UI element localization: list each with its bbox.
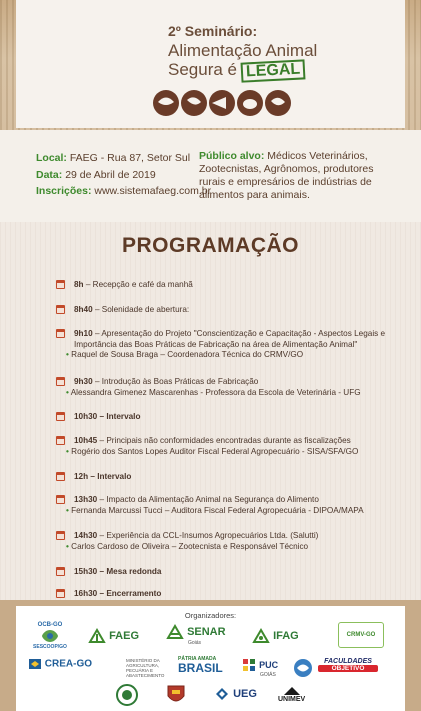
program-item <box>56 377 406 398</box>
unimev-logo <box>278 686 305 703</box>
item-speaker: • Alessandra Gimenez Mascarenhas - Professora da Escola de Veterinária - UFG <box>66 387 361 397</box>
item-text: – Mesa redonda <box>99 567 162 576</box>
speaker-text: Raquel de Sousa Braga – Coordenadora Técnica do CRMV/GO <box>71 350 304 359</box>
ocb-logo <box>30 622 70 650</box>
audience-label: Público alvo: <box>199 150 265 162</box>
local-row <box>36 150 211 167</box>
crmv-text: CRMV-GO <box>346 632 376 638</box>
senar-text: SENAR <box>187 625 226 638</box>
faeg-text: FAEG <box>109 629 140 642</box>
ueg-logo <box>214 686 257 702</box>
title-line-3 <box>168 60 317 81</box>
item-time: 9h30 <box>74 377 93 386</box>
date-value: 29 de Abril de 2019 <box>65 168 156 181</box>
item-text: – Impacto da Alimentação Animal na Segurança do Alimento <box>99 495 319 504</box>
program-item <box>56 329 406 361</box>
brasil-text: BRASIL <box>178 661 223 675</box>
program-item <box>56 567 406 578</box>
item-speaker: • Rogério dos Santos Lopes Auditor Fiscal Federal Agropecuário - SISA/SFA/GO <box>66 446 359 456</box>
item-speaker: • Carlos Cardoso de Oliveira – Zootecnista e Responsável Técnico <box>66 541 309 551</box>
faeg-icon <box>88 628 106 644</box>
header-banner <box>0 0 421 130</box>
item-time: 10h30 <box>74 412 98 421</box>
crmv-logo <box>338 622 384 648</box>
faeg-logo <box>88 628 139 644</box>
program-item <box>56 495 406 516</box>
calendar-icon <box>56 329 65 338</box>
program-item <box>56 589 406 600</box>
item-text: – Apresentação do Projeto "Conscientização e Capacitação - Aspectos Legais e Importância das Boas Práticas de Fabricação na área de Alimentação Animal" <box>74 329 386 349</box>
calendar-icon <box>56 531 65 540</box>
registration-row <box>36 183 211 200</box>
crea-icon <box>28 658 42 670</box>
ueg-icon <box>214 686 230 702</box>
senar-logo <box>166 624 226 646</box>
program-item <box>56 305 406 316</box>
program-item <box>56 436 406 457</box>
local-value: FAEG - Rua 87, Setor Sul <box>69 152 191 164</box>
speaker-text: Fernanda Marcussi Tucci – Auditora Fiscal Federal Agropecuária - DIPOA/MAPA <box>71 505 364 515</box>
event-details <box>36 150 211 200</box>
program-section <box>0 222 421 600</box>
ifag-logo <box>252 628 299 644</box>
title-line-2: Alimentação Animal <box>168 41 318 60</box>
coat-of-arms-icon <box>166 684 186 706</box>
item-text: – Experiência da CCL-Insumos Agropecuários Ltda. (Salutti) <box>99 531 319 540</box>
sescoop-text: SESCOOP/GO <box>33 644 67 650</box>
item-time: 9h10 <box>74 329 93 338</box>
senar-sub: Goiás <box>188 640 202 646</box>
calendar-icon <box>56 280 65 289</box>
seminar-title <box>168 22 317 81</box>
puc-name: PUC <box>259 659 279 670</box>
program-item <box>56 412 406 423</box>
speaker-text: Carlos Cardoso de Oliveira – Zootecnista e Responsável Técnico <box>71 541 309 551</box>
item-text: – Solenidade de abertura: <box>94 305 190 314</box>
item-time: 13h30 <box>74 495 98 504</box>
ueg-text: UEG <box>233 687 257 700</box>
registration-label: Inscrições: <box>36 185 92 197</box>
local-label: Local: <box>36 152 67 164</box>
calendar-icon <box>56 589 65 598</box>
item-time: 8h40 <box>74 305 93 314</box>
objetivo-text: OBJETIVO <box>318 665 378 672</box>
item-text: – Encerramento <box>99 589 162 598</box>
unimev-text: UNIMEV <box>278 696 306 703</box>
program-item <box>56 531 406 552</box>
calendar-icon <box>56 305 65 314</box>
senar-icon <box>166 624 184 640</box>
puc-logo <box>242 658 278 678</box>
ocb-icon <box>41 629 59 643</box>
item-text: – Recepção e café da manhã <box>85 280 193 289</box>
brasil-top-text: PÁTRIA AMADA <box>178 656 217 662</box>
program-item <box>56 472 406 483</box>
item-time: 10h45 <box>74 436 98 445</box>
crea-logo <box>28 658 92 670</box>
item-speaker: • Fernanda Marcussi Tucci – Auditora Fiscal Federal Agropecuária - DIPOA/MAPA <box>66 505 364 515</box>
sponsors-band <box>0 600 421 711</box>
puc-sub: GOIÁS <box>260 672 276 678</box>
item-text: – Intervalo <box>99 412 141 421</box>
ocb-text: OCB-GO <box>37 622 63 628</box>
date-label: Data: <box>36 168 63 181</box>
puc-icon <box>242 658 256 672</box>
program-title: PROGRAMAÇÃO <box>122 234 299 257</box>
ifag-text: IFAG <box>273 629 299 642</box>
item-text: – Introdução às Boas Práticas de Fabricação <box>94 377 259 386</box>
item-time: 15h30 <box>74 567 98 576</box>
item-time: 8h <box>74 280 84 289</box>
faculdades-text: FACULDADES <box>324 658 372 665</box>
title-line-3-text: Segura é <box>168 60 237 79</box>
ministerio-text: MINISTÉRIO DA AGRICULTURA, PECUÁRIA E ABASTECIMENTO <box>126 658 165 678</box>
speaker-text: Alessandra Gimenez Mascarenhas - Professora da Escola de Veterinária - UFG <box>70 387 361 397</box>
sponsors-panel <box>16 606 405 711</box>
item-text: – Principais não conformidades encontradas durante as fiscalizações <box>99 436 351 445</box>
ministerio-logo <box>126 658 174 678</box>
item-time: 12h <box>74 472 89 481</box>
calendar-icon <box>56 567 65 576</box>
calendar-icon <box>56 436 65 445</box>
calendar-icon <box>56 377 65 386</box>
legal-stamp: LEGAL <box>241 59 306 82</box>
program-item <box>56 280 406 291</box>
audience-info <box>199 150 384 202</box>
calendar-icon <box>56 412 65 421</box>
unimev-icon <box>283 686 301 696</box>
audience-value: Médicos Veterinários, Zootecnistas, Agrônomos, produtores rurais e empresários de indústrias de alimentos para animais. <box>199 150 374 201</box>
header-panel <box>16 0 405 128</box>
item-time: 14h30 <box>74 531 98 540</box>
calendar-icon <box>56 472 65 481</box>
item-text: – Intervalo <box>90 472 132 481</box>
speaker-text: Rogério dos Santos Lopes Auditor Fiscal Federal Agropecuário - SISA/SFA/GO <box>71 446 359 456</box>
animals-icons <box>152 88 292 118</box>
item-speaker: • Raquel de Sousa Braga – Coordenadora Técnica do CRMV/GO <box>66 350 304 359</box>
organizers-label: Organizadores: <box>184 611 237 620</box>
date-row <box>36 167 211 184</box>
calendar-icon <box>56 495 65 504</box>
emblem-icon <box>116 684 138 706</box>
faculdades-logo <box>318 658 378 672</box>
crea-text: CREA-GO <box>44 658 93 670</box>
ifag-icon <box>252 628 270 644</box>
brasil-logo <box>178 656 234 674</box>
registration-link[interactable]: www.sistemafaeg.com.br <box>94 185 212 197</box>
title-line-1: 2º Seminário: <box>168 23 258 39</box>
ufg-icon <box>292 658 314 678</box>
event-info <box>0 130 421 222</box>
item-time: 16h30 <box>74 589 98 598</box>
